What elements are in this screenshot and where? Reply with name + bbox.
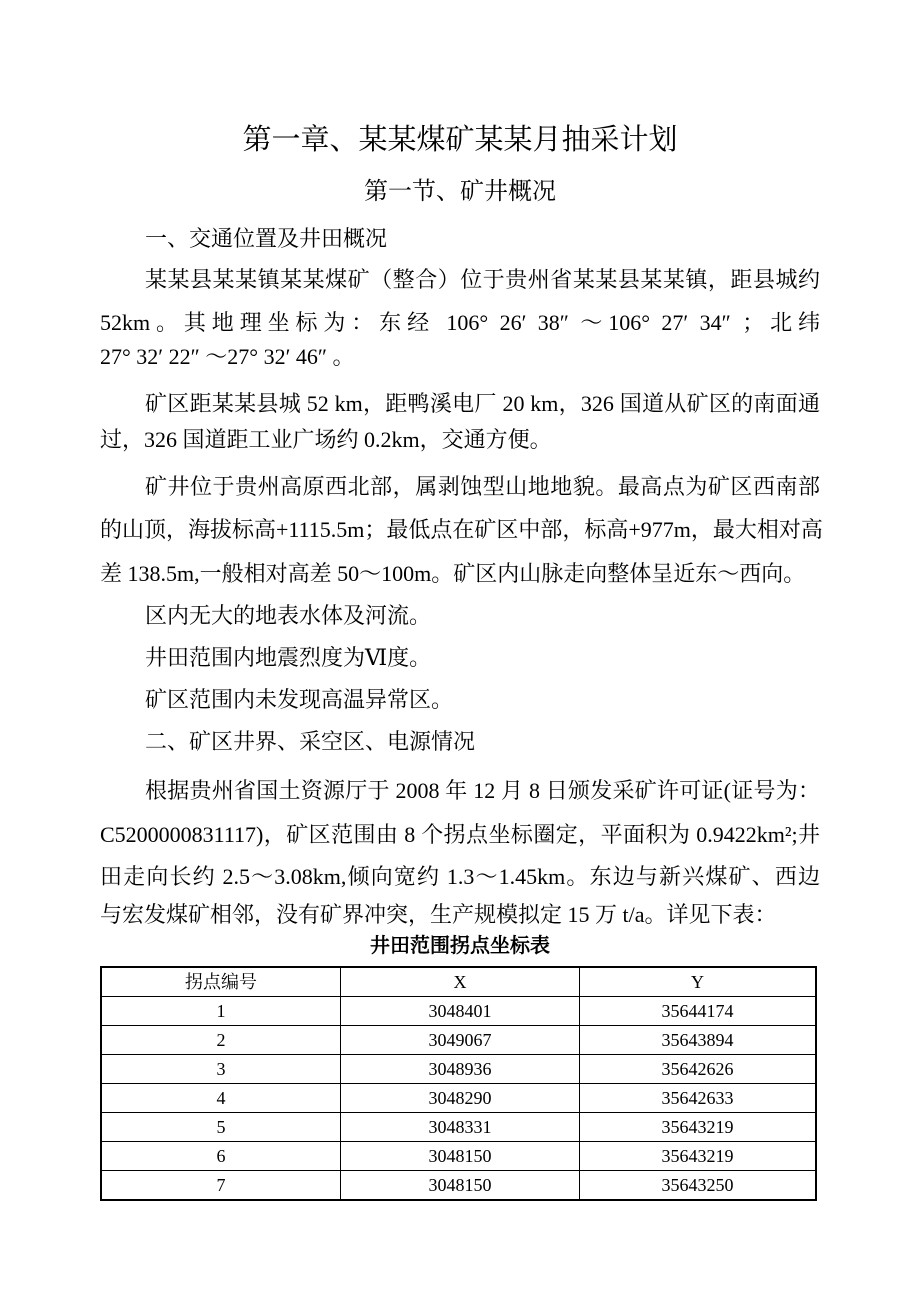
table-cell: 5 (101, 1113, 341, 1142)
para-line: 根据贵州省国土资源厅于 2008 年 12 月 8 日颁发采矿许可证(证号为： (145, 778, 820, 803)
table-cell: 35643219 (580, 1142, 817, 1171)
heading-1: 一、交通位置及井田概况 (145, 226, 388, 251)
para-line: 田走向长约 2.5～3.08km,倾向宽约 1.3～1.45km。东边与新兴煤矿、西边 (100, 864, 820, 889)
table-cell: 3049067 (341, 1026, 580, 1055)
table-cell: 35643219 (580, 1113, 817, 1142)
coordinates-table (100, 966, 817, 1201)
para-line: 矿区范围内未发现高温异常区。 (145, 687, 454, 712)
table-cell: 35643250 (580, 1171, 817, 1201)
table-cell: 3048331 (341, 1113, 580, 1142)
table-cell: 35644174 (580, 997, 817, 1026)
table-row (101, 1026, 816, 1055)
table-row (101, 1113, 816, 1142)
table-cell: 2 (101, 1026, 341, 1055)
table-cell: 35642626 (580, 1055, 817, 1084)
table-cell: 35642633 (580, 1084, 817, 1113)
chapter-title: 第一章、某某煤矿某某月抽采计划 (242, 124, 678, 156)
table-row (101, 1171, 816, 1201)
table-title: 井田范围拐点坐标表 (370, 933, 550, 957)
table-row (101, 1142, 816, 1171)
para-line: 矿井位于贵州高原西北部，属剥蚀型山地地貌。最高点为矿区西南部 (145, 474, 820, 499)
table-row (101, 1055, 816, 1084)
table-cell: 3048150 (341, 1171, 580, 1201)
header-cell: 拐点编号 (101, 967, 341, 997)
para-line: C5200000831117)，矿区范围由 8 个拐点坐标圈定，平面积为 0.9422km²;井 (100, 822, 820, 847)
para-line: 矿区距某某县城 52 km，距鸭溪电厂 20 km，326 国道从矿区的南面通 (145, 391, 820, 416)
table-header-row (101, 967, 816, 997)
table-cell: 3048150 (341, 1142, 580, 1171)
para-line: 过，326 国道距工业广场约 0.2km，交通方便。 (100, 427, 552, 452)
para-line: 某某县某某镇某某煤矿（整合）位于贵州省某某县某某镇，距县城约 (145, 267, 820, 292)
table-cell: 1 (101, 997, 341, 1026)
table-row (101, 997, 816, 1026)
para-line: 区内无大的地表水体及河流。 (145, 603, 432, 628)
section-title: 第一节、矿井概况 (364, 179, 556, 205)
table-cell: 3048936 (341, 1055, 580, 1084)
header-cell: X (341, 967, 580, 997)
para-line: 52km。其地理坐标为：东经 106° 26′ 38″ ～106° 27′ 34″ ；北纬 (100, 310, 820, 335)
para-line: 井田范围内地震烈度为Ⅵ度。 (145, 645, 432, 670)
table-cell: 6 (101, 1142, 341, 1171)
table-cell: 3 (101, 1055, 341, 1084)
table-cell: 35643894 (580, 1026, 817, 1055)
table-cell: 4 (101, 1084, 341, 1113)
table-cell: 7 (101, 1171, 341, 1201)
para-line: 的山顶，海拔标高+1115.5m；最低点在矿区中部，标高+977m，最大相对高 (100, 517, 823, 542)
heading-2: 二、矿区井界、采空区、电源情况 (145, 729, 476, 754)
table-row (101, 1084, 816, 1113)
table-cell: 3048401 (341, 997, 580, 1026)
para-line: 与宏发煤矿相邻，没有矿界冲突，生产规模拟定 15 万 t/a。详见下表： (100, 902, 777, 927)
header-cell: Y (580, 967, 817, 997)
para-line: 27° 32′ 22″ ～27° 32′ 46″ 。 (100, 344, 355, 369)
para-line: 差 138.5m,一般相对高差 50～100m。矿区内山脉走向整体呈近东～西向。 (100, 561, 806, 586)
table-cell: 3048290 (341, 1084, 580, 1113)
